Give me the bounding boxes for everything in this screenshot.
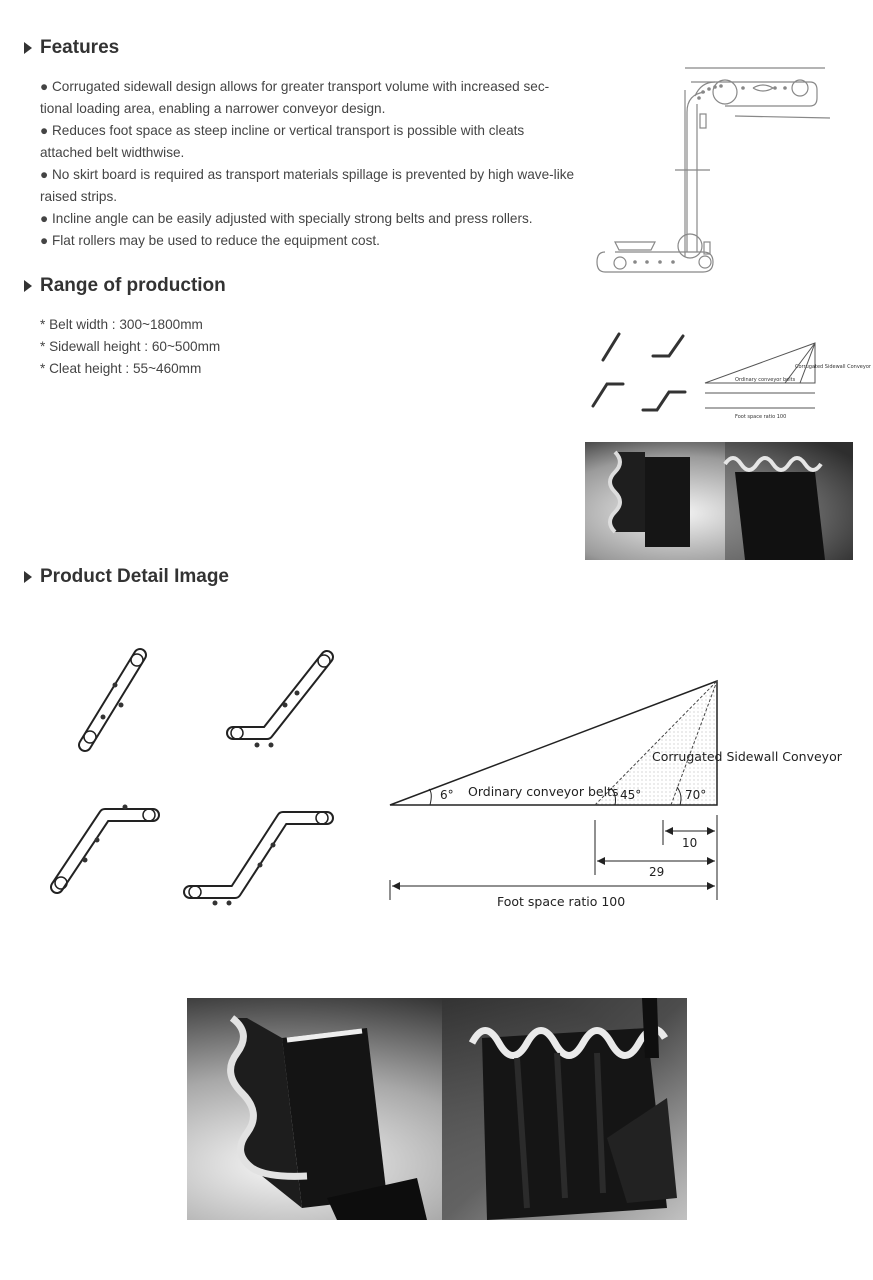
angle-70-label: 70°: [685, 788, 707, 802]
small-angle-diagram: [585, 326, 871, 421]
angle-45-label: 45°: [620, 788, 642, 802]
dim-10-label: 10: [682, 836, 698, 850]
features-heading: [24, 37, 119, 59]
sidewall-belt-photo-small: [585, 442, 853, 560]
range-list: [40, 314, 220, 380]
range-heading: [24, 275, 226, 297]
corrugated-label: Corrugated Sidewall Conveyor: [652, 749, 842, 764]
dim-29-label: 29: [649, 865, 665, 879]
feature-item: ● Incline angle can be easily adjusted with specially strong belts and press rollers.: [40, 211, 533, 226]
feature-item: ● Flat rollers may be used to reduce the equipment cost.: [40, 233, 380, 248]
features-title: Features: [40, 37, 120, 58]
foot-space-diagram: [385, 675, 842, 915]
angle-6-label: 6°: [440, 788, 454, 802]
triangle-bullet-icon: [24, 280, 32, 292]
conveyor-shapes-drawing: [45, 645, 345, 910]
feature-item: ● Reduces foot space as steep incline or vertical transport is possible with cleats attached belt widthwise.: [40, 123, 525, 160]
detail-title: Product Detail Image: [40, 566, 229, 587]
range-item: * Belt width : 300~1800mm: [40, 317, 203, 332]
svg-text:Ordinary conveyor belts: Ordinary conveyor belts: [735, 377, 796, 383]
features-list: [40, 76, 580, 252]
range-item: * Cleat height : 55~460mm: [40, 361, 202, 376]
ordinary-belts-label: Ordinary conveyor belts: [468, 784, 619, 799]
sidewall-belt-photo-large: [187, 998, 687, 1220]
range-item: * Sidewall height : 60~500mm: [40, 339, 221, 354]
triangle-bullet-icon: [24, 42, 32, 54]
feature-item: ● Corrugated sidewall design allows for greater transport volume with increased sec-tional loading area, enabling a narrower conveyor design.: [40, 79, 550, 116]
conveyor-layout-drawing: [585, 62, 830, 292]
feature-item: ● No skirt board is required as transport materials spillage is prevented by high wave-like raised strips.: [40, 167, 575, 204]
svg-text:Corrugated Sidewall Conveyor: Corrugated Sidewall Conveyor: [795, 364, 871, 370]
svg-text:Foot space ratio 100: Foot space ratio 100: [735, 414, 787, 420]
foot-space-label: Foot space ratio 100: [497, 894, 626, 909]
triangle-bullet-icon: [24, 571, 32, 583]
range-title: Range of production: [40, 275, 226, 296]
detail-heading: [24, 566, 229, 588]
